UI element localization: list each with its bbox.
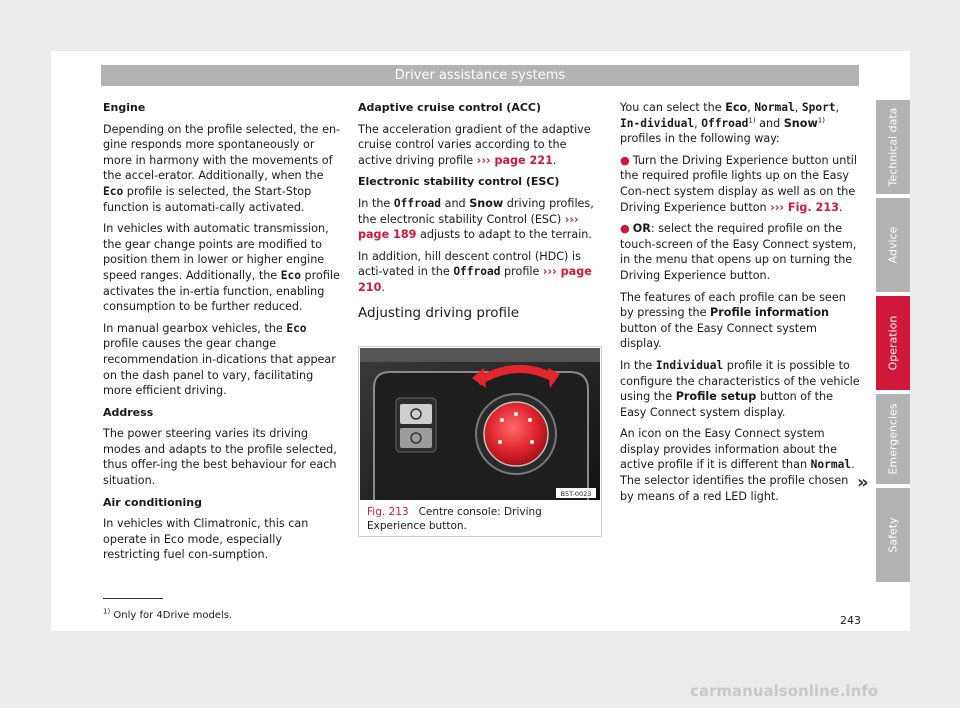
engine-paragraph-2: In vehicles with automatic transmission, the gear change points are modified to position them in lower or higher engine speed ranges. Additionally, the Eco profile activates the in-ertia function, enabling consumption to be further reduced. [103,222,340,314]
section-header: Driver assistance systems [101,65,859,86]
figure-caption: Fig. 213 Centre console: Driving Experience button. [367,506,542,532]
adjusting-profile-subheading: Adjusting driving profile [358,304,520,321]
address-heading: Address [103,405,154,419]
hdc-paragraph: In addition, hill descent control (HDC) is acti-vated in the Offroad profile ››› page 210. [358,249,592,294]
engine-paragraph-1: Depending on the profile selected, the en-gine responds more spontaneously or more in harmony with the movements of the accel-erator. Additionally, when the Eco profile is selected, the Start-Stop function is automati-cally activated. [103,122,341,214]
fig-213-link[interactable]: ››› Fig. 213 [770,200,839,214]
bullet-touchscreen: ● OR: select the required profile on the touch-screen of the Easy Connect system, in the menu that opens up on turning the Driving Experience button. [620,222,857,282]
column-left [103,100,341,569]
centre-console-photo [360,348,600,500]
continue-arrow-icon: » [857,472,869,493]
engine-paragraph-3: In manual gearbox vehicles, the Eco profile causes the gear change recommendation in-dications that appear on the dash panel to vary, facilitating more efficient driving. [103,321,336,398]
page-number: 243 [840,614,861,627]
icon-paragraph: An icon on the Easy Connect system display provides information about the active profile if it is different than Normal. The selector identifies the profile chosen by means of a red LED light. [620,427,855,503]
esc-paragraph: In the Offroad and Snow driving profiles, the electronic stability Control (ESC) ››› page 189 adjusts to adapt to the terrain. [358,196,594,242]
hdc-page-link[interactable]: ››› page 210 [358,265,592,294]
profiles-intro: You can select the Eco, Normal, Sport, In-dividual, Offroad$^{1)}$ and Snow$^{1)}$ profiles in the following way: [620,101,840,146]
figure-code: B5T-0023 [560,490,592,498]
esc-heading: Electronic stability control (ESC) [358,175,560,189]
features-paragraph: The features of each profile can be seen by pressing the Profile information button of the Easy Connect system display. [620,290,846,351]
acc-page-link[interactable]: ››› page 221 [476,153,553,167]
tab-advice[interactable]: Advice [876,198,910,292]
engine-heading: Engine [103,101,146,114]
footnote: $^{1)}$ Only for 4Drive models. [103,607,233,621]
ac-heading: Air conditioning [103,495,202,509]
tab-safety[interactable]: Safety [876,488,910,582]
tab-technical-data[interactable]: Technical data [876,100,910,194]
acc-heading: Adaptive cruise control (ACC) [358,101,542,114]
individual-paragraph: In the Individual profile it is possible to configure the characteristics of the vehicle using the Profile setup button of the Easy Connect system display. [620,358,860,419]
acc-paragraph: The acceleration gradient of the adaptive cruise control varies according to the active driving profile ››› page 221. [358,122,591,167]
footnote-divider [103,598,163,599]
tab-emergencies[interactable]: Emergencies [876,394,910,484]
column-right [620,100,862,510]
address-paragraph: The power steering varies its driving modes and adapts to the profile selected, thus offer-ing the best behaviour for each situation. [103,427,337,488]
ac-paragraph: In vehicles with Climatronic, this can operate in Eco mode, especially restricting fuel con-sumption. [103,517,309,562]
bullet-turn-button: ● Turn the Driving Experience button until the required profile lights up on the Easy Con-nect system display as well as on the Driving Experience button ››› Fig. 213. [620,153,857,214]
column-middle [358,100,600,321]
esc-page-link[interactable]: ››› page 189 [358,212,579,242]
watermark: carmanualsonline.info [690,682,879,700]
tab-operation[interactable]: Operation [876,296,910,390]
figure-213 [358,346,602,537]
